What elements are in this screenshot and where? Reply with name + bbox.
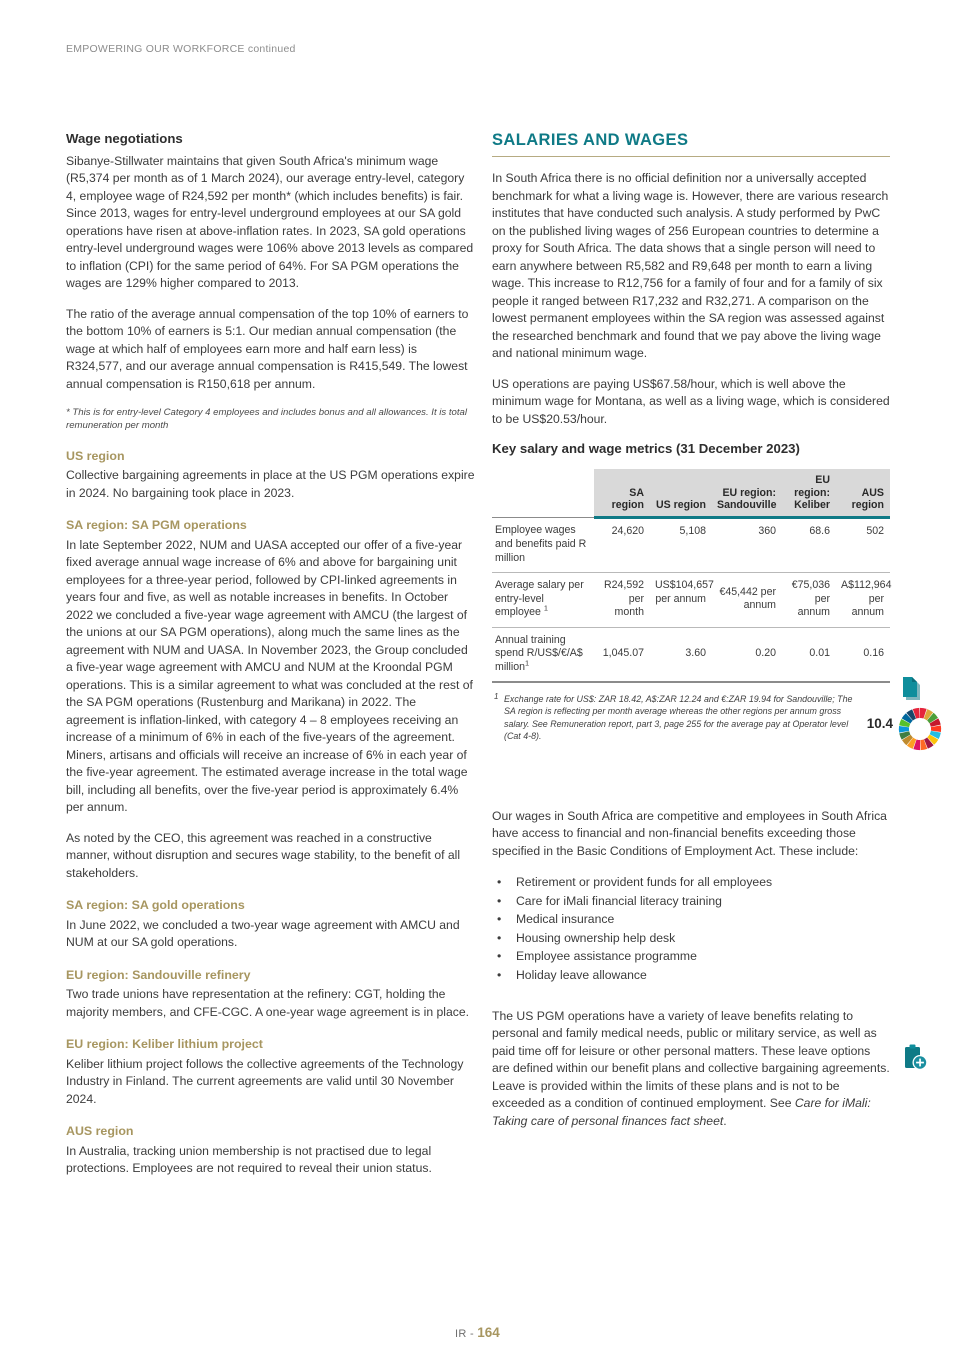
table-header-us-region bbox=[650, 469, 712, 518]
footer-prefix: IR - bbox=[455, 1328, 478, 1340]
list-item bbox=[492, 873, 890, 892]
region-heading-aus: AUS region bbox=[66, 1124, 134, 1139]
left-column bbox=[66, 131, 476, 1191]
table-header-aus-region bbox=[836, 469, 890, 518]
right-paragraph-1: In South Africa there is no official definition nor a universally accepted benchmark for what a living wage is. However, there are various research institutes that have conducted such analysis. A study performed by PwC on the published living wages of 256 European countries to determine a proxy for South Africa. The data shows that a single person will need to earn anywhere between R5,582 and R9,648 per month to earn a living wage. This increase to R12,756 for a family of four and for a family of six people it ranged between R17,232 and R32,271. A comparison on the lowest permanent employees within the SA region was assessed against the researched benchmark and found that we pay above the living wage and national minimum wage. bbox=[492, 171, 889, 361]
cell-annual-training-sandouville: 0.20 bbox=[712, 627, 782, 682]
bullet-dot-icon: • bbox=[497, 949, 502, 964]
list-item-label: Employee assistance programme bbox=[516, 949, 697, 964]
list-item bbox=[492, 910, 890, 929]
table-footnote-text: Exchange rate for US$: ZAR 18.42, A$:ZAR 12.24 and €:ZAR 19.94 for Sandouville; The SA region is reflecting per month average whereas the other regions per annum gross salary. See Remuneration report, part 3, page 255 for the average pay at Operator level (Cat 4-8). bbox=[504, 694, 853, 741]
region-heading-eu-keliber: EU region: Keliber lithium project bbox=[66, 1037, 263, 1052]
list-item-label: Housing ownership help desk bbox=[516, 930, 676, 945]
list-item bbox=[492, 929, 890, 948]
row-label-employee-wages: Employee wages and benefits paid R million bbox=[492, 518, 594, 573]
cell-average-salary-sa: R24,592 per month bbox=[594, 573, 650, 628]
table-footnote-mark: 1 bbox=[494, 692, 499, 702]
list-item bbox=[492, 947, 890, 966]
header-line-1: EU bbox=[815, 473, 830, 486]
region-body-us: Collective bargaining agreements in place at the US PGM operations expire in 2024. No bargaining took place in 2023. bbox=[66, 468, 475, 500]
cell-employee-wages-aus: 502 bbox=[836, 518, 890, 573]
region-heading-sa-gold: SA region: SA gold operations bbox=[66, 898, 245, 913]
header-line-3: US region bbox=[655, 499, 706, 512]
region-body-aus: In Australia, tracking union membership is not practised due to legal protections. Employees are not required to reveal their union status. bbox=[66, 1143, 432, 1176]
cell-employee-wages-sa: 24,620 bbox=[594, 518, 650, 573]
table-header-sa-region bbox=[594, 469, 650, 518]
table-row bbox=[492, 627, 890, 682]
cell-average-salary-sandouville: €45,442 per annum bbox=[712, 573, 782, 628]
sdg-wheel-icon[interactable] bbox=[897, 706, 943, 752]
list-item bbox=[492, 892, 890, 911]
region-body-sa-pgm: In late September 2022, NUM and UASA accepted our offer of a five-year fixed average annual wage increase of 6% and above for bargaining unit employees for a three-year period, followed by CPI-linked agreements in years four and five, as well as notable increases in benefits. In October 2022 we concluded a five-year wage agreement with AMCU (the largest of the unions at our SA PGM operations), along much the same lines as the agreement with NUM and UASA. In November 2023, the Group concluded a five-year wage agreement with AMCU and NUM at the Kroondal PGM operations. This is a similar agreement to what was concluded at the rest of the SA PGM operations (Rustenburg and Marikana) in 2022. The agreement is inflation-linked, with category 4 – 8 employees receiving an increase of a minimum of 6% in each of the five-years of the agreement. Miners, artisans and officials will receive an increase of 6% in each year of the five-year agreement. The estimated average increase in the total wage bill, including all benefits, over the five-year period is approximately 6.4% per annum. bbox=[66, 537, 473, 815]
table-title: Key salary and wage metrics (31 December 2023) bbox=[492, 441, 800, 457]
cell-employee-wages-sandouville: 360 bbox=[712, 518, 782, 573]
right-paragraph-4-tail: . bbox=[723, 1113, 727, 1128]
bullet-dot-icon: • bbox=[497, 930, 502, 945]
header-line-2: EU region: bbox=[722, 486, 776, 499]
region-body-sa-gold: In June 2022, we concluded a two-year wage agreement with AMCU and NUM at our SA gold operations. bbox=[66, 917, 460, 950]
left-paragraph-1: Sibanye-Stillwater maintains that given South Africa's minimum wage (R5,374 per month as of 1 March 2024), our average entry-level, category 4, employee wage of R24,592 per month* (which includes benefits) is fair. Since 2013, wages for entry-level underground employees at our SA gold operations have risen at above-inflation rates. In 2023, SA gold operations entry-level underground wages were 106% above 2013 levels as compared to inflation (CPI) for the same period of 64%. For SA PGM operations the wages are 129% higher compared to 2013. bbox=[66, 153, 474, 290]
right-paragraph-4 bbox=[492, 1008, 890, 1131]
header-line-2: region: bbox=[794, 486, 830, 499]
cell-annual-training-keliber: 0.01 bbox=[782, 627, 836, 682]
header-line-3: region bbox=[851, 499, 884, 512]
header-line-3: Sandouville bbox=[717, 499, 777, 512]
page-footer bbox=[455, 1325, 500, 1340]
right-column bbox=[492, 131, 890, 1143]
metrics-table-wrapper bbox=[492, 469, 890, 742]
region-body-sa-pgm-2: As noted by the CEO, this agreement was reached in a constructive manner, without disruption and secures wage stability, to the benefit of all stakeholders. bbox=[66, 830, 461, 880]
cell-annual-training-us: 3.60 bbox=[650, 627, 712, 682]
list-item-label: Care for iMali financial literacy training bbox=[516, 893, 722, 908]
bullet-dot-icon: • bbox=[497, 968, 502, 982]
header-line-2: SA bbox=[629, 486, 644, 499]
cell-average-salary-us: US$104,657 per annum bbox=[650, 573, 712, 628]
section-title-salaries-and-wages: SALARIES AND WAGES bbox=[492, 131, 689, 149]
region-body-eu-sandouville: Two trade unions have representation at the refinery: CGT, holding the majority members, and CFE-CGC. A one-year wage agreement is in place. bbox=[66, 987, 470, 1019]
region-body-eu-keliber: Keliber lithium project follows the collective agreements of the Technology Industry in Finland. The current agreements are valid until 30 November 2024. bbox=[66, 1056, 464, 1106]
list-item-label: Holiday leave allowance bbox=[516, 968, 647, 982]
right-paragraph-3: Our wages in South Africa are competitive and employees in South Africa have access to financial and non-financial benefits exceeding those specified in the Basic Conditions of Employment Act. These include: bbox=[492, 808, 887, 858]
key-salary-wage-metrics-table bbox=[492, 469, 890, 684]
cell-average-salary-keliber: €75,036 per annum bbox=[782, 573, 836, 628]
table-row bbox=[492, 518, 890, 573]
table-header-blank bbox=[492, 469, 594, 518]
right-paragraph-2: US operations are paying US$67.58/hour, which is well above the minimum wage for Montana, as well as a living wage, which is considered to be US$20.53/hour. bbox=[492, 376, 890, 426]
fact-sheet-reference: Care for iMali: Taking care of personal finances fact sheet bbox=[492, 1096, 871, 1128]
list-item bbox=[492, 966, 890, 985]
document-icon[interactable] bbox=[901, 676, 923, 702]
table-footnote bbox=[492, 693, 864, 741]
section-title-rule bbox=[492, 156, 890, 157]
cell-average-salary-aus: A$112,964 per annum bbox=[836, 573, 890, 628]
cell-employee-wages-keliber: 68.6 bbox=[782, 518, 836, 573]
list-item-label: Retirement or provident funds for all employees bbox=[516, 875, 773, 890]
table-header-eu-sandouville bbox=[712, 469, 782, 518]
page-number: 164 bbox=[477, 1325, 500, 1340]
bullet-dot-icon: • bbox=[497, 912, 502, 927]
table-header-eu-keliber bbox=[782, 469, 836, 518]
region-heading-eu-sandouville: EU region: Sandouville refinery bbox=[66, 967, 251, 982]
list-item-label: Medical insurance bbox=[516, 912, 615, 927]
region-heading-us: US region bbox=[66, 448, 125, 463]
table-header-row bbox=[492, 469, 890, 518]
left-footnote: * This is for entry-level Category 4 employees and includes bonus and all allowances. It is total remuneration per month bbox=[66, 407, 468, 431]
right-paragraph-4-lead: The US PGM operations have a variety of leave benefits relating to personal and family medical needs, public or military service, as well as paid time off for leisure or other personal matters. These leave options are defined within our benefit plans and collective bargaining agreements. Leave is provided within the limits of these plans and is not to be exceeded as a condition of continued employment. See bbox=[492, 1008, 890, 1111]
row-label-average-salary bbox=[492, 573, 594, 628]
header-line-3: Keliber bbox=[794, 499, 830, 512]
metric-reference-number: 10.4 bbox=[866, 716, 893, 731]
header-line-3: region bbox=[611, 499, 644, 512]
region-heading-sa-pgm: SA region: SA PGM operations bbox=[66, 518, 247, 533]
row-label-footnote-mark: 1 bbox=[543, 603, 549, 613]
cell-employee-wages-us: 5,108 bbox=[650, 518, 712, 573]
wage-negotiations-heading: Wage negotiations bbox=[66, 131, 183, 146]
row-label-footnote-mark: 1 bbox=[525, 658, 530, 668]
cell-annual-training-sa: 1,045.07 bbox=[594, 627, 650, 682]
running-head: EMPOWERING OUR WORKFORCE continued bbox=[66, 43, 296, 55]
row-label-annual-training bbox=[492, 627, 594, 682]
row-label-text: Annual training spend R/US$/€/A$ million bbox=[495, 633, 583, 673]
cell-annual-training-aus: 0.16 bbox=[836, 627, 890, 682]
table-row bbox=[492, 573, 890, 628]
bullet-dot-icon: • bbox=[497, 875, 502, 890]
clipboard-plus-icon[interactable] bbox=[903, 1044, 929, 1072]
benefits-list bbox=[492, 873, 890, 984]
row-label-text: Average salary per entry-level employee bbox=[495, 579, 584, 619]
left-paragraph-2: The ratio of the average annual compensation of the top 10% of earners to the bottom 10% of earners is 5:1. Our median annual compensation (the wage at which half of employees earn more and half earn less) is R324,577, and our average annual compensation is R415,549. The lowest annual compensation is R150,618 per annum. bbox=[66, 306, 469, 391]
bullet-dot-icon: • bbox=[497, 893, 502, 908]
header-line-2: AUS bbox=[861, 486, 884, 499]
